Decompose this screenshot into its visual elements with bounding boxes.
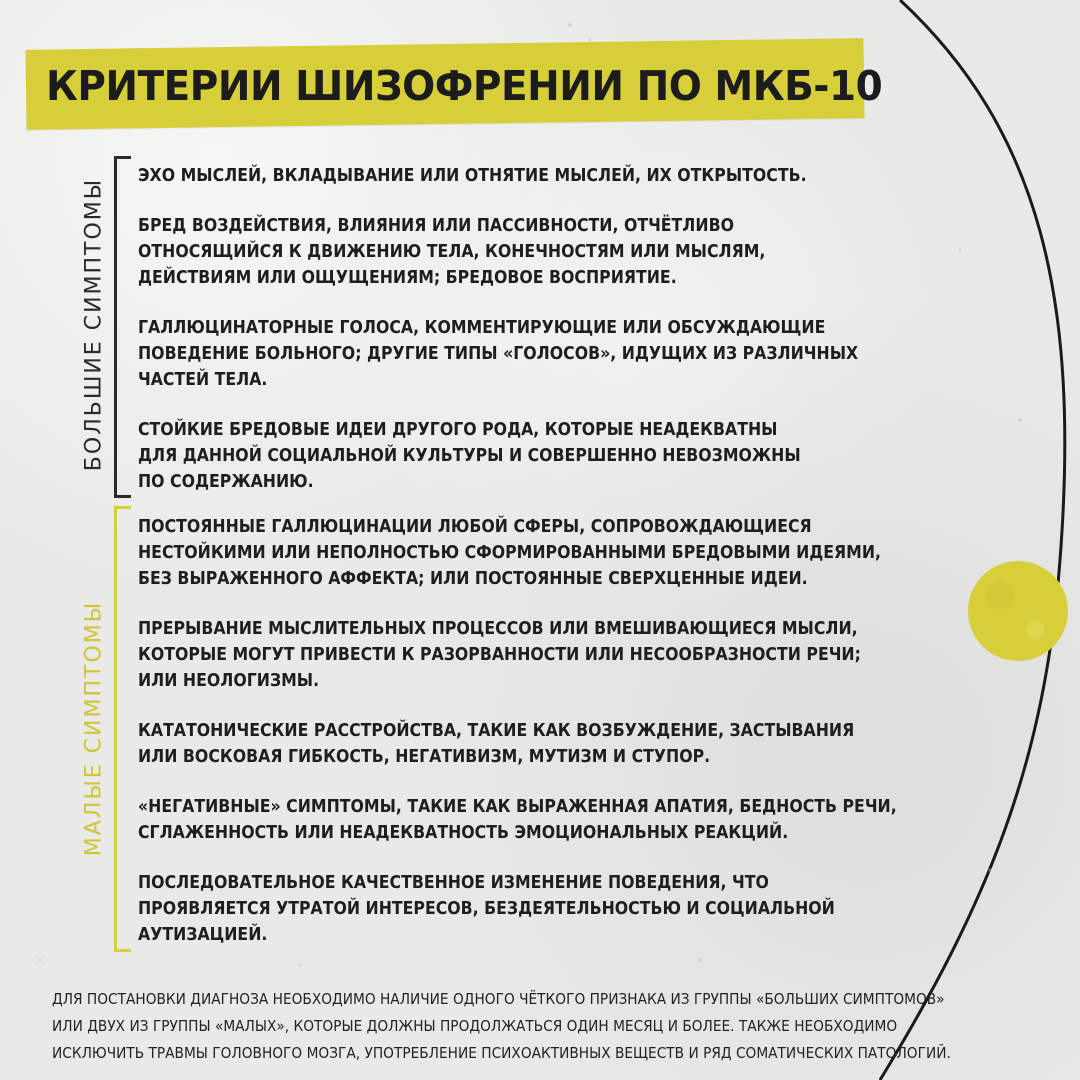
list-item: ПОСЛЕДОВАТЕЛЬНОЕ КАЧЕСТВЕННОЕ ИЗМЕНЕНИЕ ПОВЕДЕНИЯ, ЧТО ПРОЯВЛЯЕТСЯ УТРАТОЙ ИНТЕРЕСОВ, БЕЗДЕЯТЕЛЬНОСТЬЮ И СОЦИАЛЬНОЙ АУТИЗАЦИЕЙ.: [138, 873, 835, 945]
list-item: КАТАТОНИЧЕСКИЕ РАССТРОЙСТВА, ТАКИЕ КАК ВОЗБУЖДЕНИЕ, ЗАСТЫВАНИЯ ИЛИ ВОСКОВАЯ ГИБКОСТЬ, НЕГАТИВИЗМ, МУТИЗМ И СТУПОР.: [138, 721, 855, 767]
list-item: ЭХО МЫСЛЕЙ, ВКЛАДЫВАНИЕ ИЛИ ОТНЯТИЕ МЫСЛЕЙ, ИХ ОТКРЫТОСТЬ.: [138, 166, 807, 186]
yellow-planet-icon: [968, 561, 1068, 661]
footer-note: ДЛЯ ПОСТАНОВКИ ДИАГНОЗА НЕОБХОДИМО НАЛИЧИЕ ОДНОГО ЧЁТКОГО ПРИЗНАКА ИЗ ГРУППЫ «БОЛЬШИХ СИМПТОМОВ» ИЛИ ДВУХ ИЗ ГРУППЫ «МАЛЫХ», КОТОРЫЕ ДОЛЖНЫ ПРОДОЛЖАТЬСЯ ОДИН МЕСЯЦ И БОЛЕЕ. ТАКЖЕ НЕОБХОДИМО ИСКЛЮЧИТЬ ТРАВМЫ ГОЛОВНОГО МОЗГА, УПОТРЕБЛЕНИЕ ПСИХОАКТИВНЫХ ВЕЩЕСТВ И РЯД СОМАТИЧЕСКИХ ПАТОЛОГИЙ.: [52, 990, 951, 1062]
list-item: ГАЛЛЮЦИНАТОРНЫЕ ГОЛОСА, КОММЕНТИРУЮЩИЕ ИЛИ ОБСУЖДАЮЩИЕ ПОВЕДЕНИЕ БОЛЬНОГО; ДРУГИЕ ТИПЫ «ГОЛОСОВ», ИДУЩИХ ИЗ РАЗЛИЧНЫХ ЧАСТЕЙ ТЕЛА.: [138, 318, 859, 390]
major-symptoms-bracket: [114, 156, 131, 498]
minor-symptoms-list: [138, 514, 938, 972]
list-item: ПОСТОЯННЫЕ ГАЛЛЮЦИНАЦИИ ЛЮБОЙ СФЕРЫ, СОПРОВОЖДАЮЩИЕСЯ НЕСТОЙКИМИ ИЛИ НЕПОЛНОСТЬЮ СФОРМИРОВАННЫМИ БРЕДОВЫМИ ИДЕЯМИ, БЕЗ ВЫРАЖЕННОГО АФФЕКТА; ИЛИ ПОСТОЯННЫЕ СВЕРХЦЕННЫЕ ИДЕИ.: [138, 517, 882, 589]
list-item: «НЕГАТИВНЫЕ» СИМПТОМЫ, ТАКИЕ КАК ВЫРАЖЕННАЯ АПАТИЯ, БЕДНОСТЬ РЕЧИ, СГЛАЖЕННОСТЬ ИЛИ НЕАДЕКВАТНОСТЬ ЭМОЦИОНАЛЬНЫХ РЕАКЦИЙ.: [138, 797, 897, 843]
minor-symptoms-bracket: [114, 506, 131, 952]
list-item: БРЕД ВОЗДЕЙСТВИЯ, ВЛИЯНИЯ ИЛИ ПАССИВНОСТИ, ОТЧЁТЛИВО ОТНОСЯЩИЙСЯ К ДВИЖЕНИЮ ТЕЛА, КОНЕЧНОСТЯМ ИЛИ МЫСЛЯМ, ДЕЙСТВИЯМ ИЛИ ОЩУЩЕНИЯМ; БРЕДОВОЕ ВОСПРИЯТИЕ.: [138, 216, 766, 288]
major-symptoms-list: [138, 163, 938, 519]
minor-symptoms-label: МАЛЫЕ СИМПТОМЫ: [81, 600, 107, 857]
list-item: ПРЕРЫВАНИЕ МЫСЛИТЕЛЬНЫХ ПРОЦЕССОВ ИЛИ ВМЕШИВАЮЩИЕСЯ МЫСЛИ, КОТОРЫЕ МОГУТ ПРИВЕСТИ К РАЗОРВАННОСТИ ИЛИ НЕСООБРАЗНОСТИ РЕЧИ; ИЛИ НЕОЛОГИЗМЫ.: [138, 619, 861, 691]
list-item: СТОЙКИЕ БРЕДОВЫЕ ИДЕИ ДРУГОГО РОДА, КОТОРЫЕ НЕАДЕКВАТНЫ ДЛЯ ДАННОЙ СОЦИАЛЬНОЙ КУЛЬТУРЫ И СОВЕРШЕННО НЕВОЗМОЖНЫ ПО СОДЕРЖАНИЮ.: [138, 420, 801, 492]
major-symptoms-label: БОЛЬШИЕ СИМПТОМЫ: [81, 177, 107, 472]
page-title: КРИТЕРИИ ШИЗОФРЕНИИ ПО МКБ-10: [46, 62, 883, 110]
